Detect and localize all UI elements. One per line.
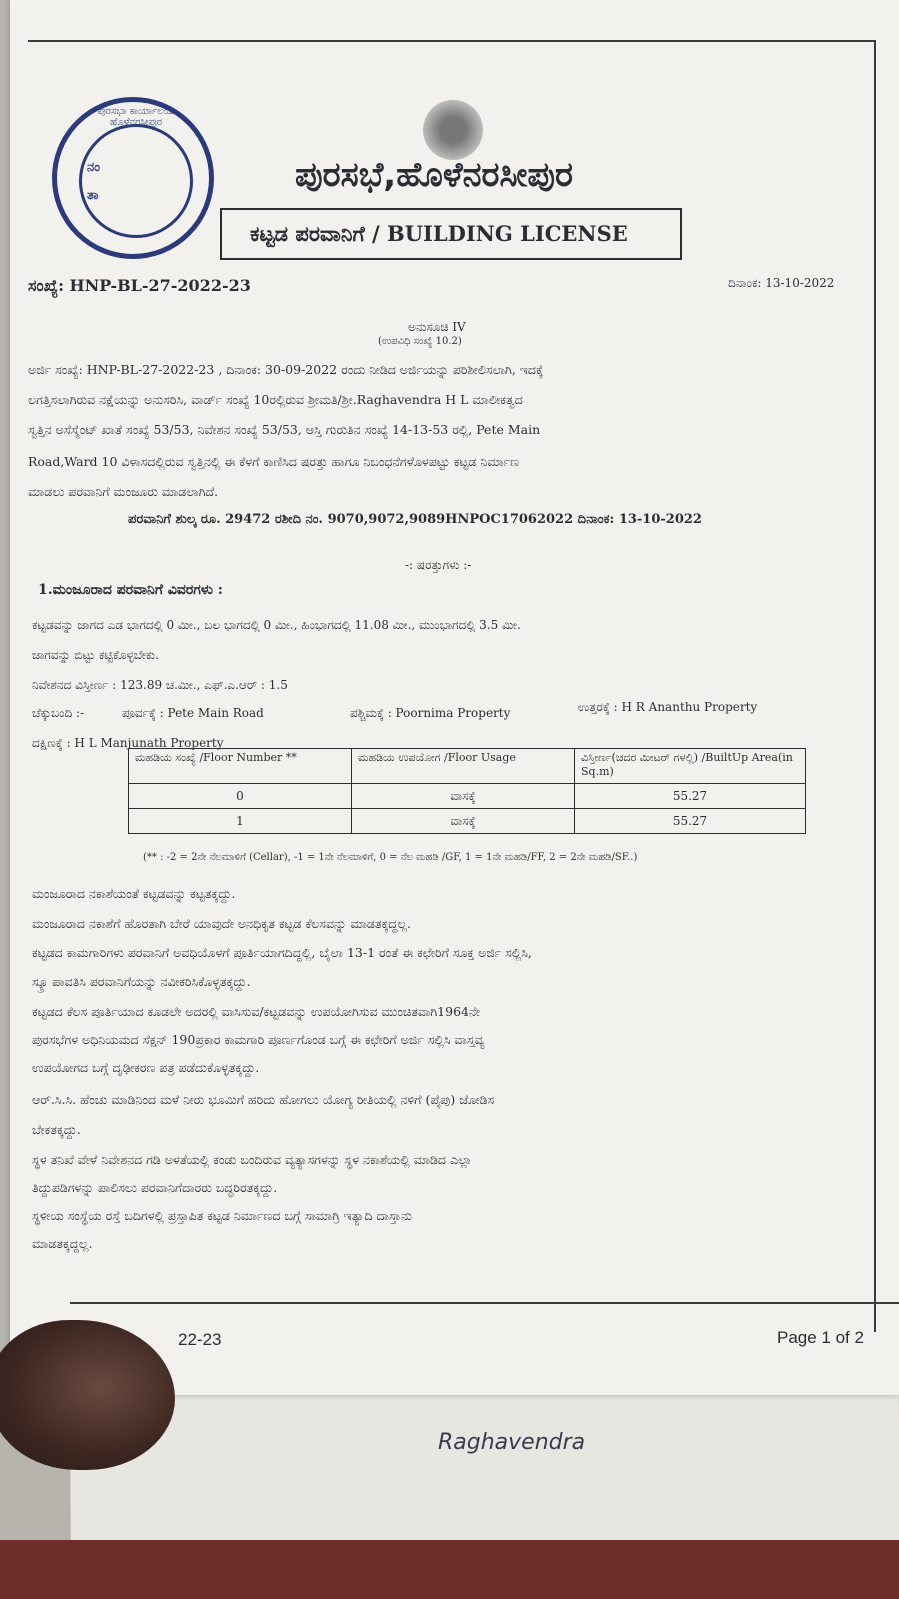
reference-number: ಸಂಖ್ಯೆ: HNP-BL-27-2022-23: [28, 276, 251, 295]
condition-line: ಪುರಸಭೆಗಳ ಅಧಿನಿಯಮದ ಸೆಕ್ಷನ್ 190ಪ್ರಕಾರ ಕಾಮಗಾರಿ ಪೂರ್ಣಗೊಂಡ ಬಗ್ಗೆ ಈ ಕಛೇರಿಗೆ ಅರ್ಜಿ ಸಲ್ಲಿಸಿ ವಾಸ್ತವ್ಯ: [32, 1032, 485, 1047]
table-footnote: (** : -2 = 2ನೇ ನೆಲಮಾಳಿಗೆ (Cellar), -1 = 1ನೇ ನೆಲಮಾಳಿಗೆ, 0 = ನೆಲ ಮಹಡಿ /GF, 1 = 1ನೇ ಮಹಡಿ/FF, 2 = 2ನೇ ಮಹಡಿ/SF..): [143, 852, 638, 863]
condition-line: ಉಪಯೋಗದ ಬಗ್ಗೆ ದೃಢೀಕರಣ ಪತ್ರ ಪಡೆದುಕೊಳ್ಳತಕ್ಕದ್ದು.: [32, 1060, 260, 1075]
boundary-east: ಪೂರ್ವಕ್ಕೆ : Pete Main Road: [122, 706, 264, 720]
condition-line: ಸ್ಕ್ರೂ ಪಾವತಿಸಿ ಪರವಾನಿಗೆಯನ್ನು ನವೀಕರಿಸಿಕೊಳ್ಳತಕ್ಕದ್ದು.: [32, 974, 251, 989]
section-title: 1.ಮಂಜೂರಾದ ಪರವಾನಿಗೆ ವಿವರಗಳು :: [38, 582, 223, 598]
condition-line: ಮಂಜೂರಾದ ನಕಾಶೆಯಂತೆ ಕಟ್ಟಡವನ್ನು ಕಟ್ಟತಕ್ಕದ್ದು.: [32, 886, 236, 901]
condition-line: ಕಟ್ಟಡದ ಕಾಮಗಾರಿಗಳು ಪರವಾನಿಗೆ ಅವಧಿಯೊಳಗೆ ಪೂರ್ತಿಯಾಗದಿದ್ದಲ್ಲಿ, ಬೈಲಾ 13-1 ರಂತೆ ಈ ಕಛೇರಿಗೆ ಸೂಕ್ತ ಅರ್ಜಿ ಸಲ್ಲಿಸಿ,: [32, 945, 532, 960]
built-up-area: 55.27: [575, 809, 806, 834]
table-header-cell: ಮಹಡಿಯ ಸಂಖ್ಯೆ /Floor Number **: [129, 749, 352, 784]
boundary-south: ದಕ್ಷಿಣಕ್ಕೆ : H L Manjunath Property: [32, 736, 224, 750]
state-emblem-icon: [423, 100, 483, 160]
conditions-heading: -: ಷರತ್ತುಗಳು :-: [405, 558, 472, 572]
fee-line: ಪರವಾನಿಗೆ ಶುಲ್ಕ ರೂ. 29472 ರಶೀದಿ ನಂ. 9070,9072,9089HNPOC17062022 ದಿನಾಂಕ: 13-10-2022: [128, 512, 702, 527]
license-page: [10, 0, 899, 1395]
issue-date: ದಿನಾಂಕ: 13-10-2022: [728, 276, 835, 290]
annexure-title: ಅನುಸೂಚಿ IV: [408, 320, 466, 334]
table-header-row: [129, 749, 806, 784]
floor-usage: ವಾಸಕ್ಕೆ: [352, 809, 575, 834]
condition-line: ಸ್ಥಳ ತನಿಖೆ ವೇಳೆ ನಿವೇಶನದ ಗಡಿ ಅಳತೆಯಲ್ಲಿ ಕಂಡು ಬಂದಿರುವ ವ್ಯತ್ಯಾಸಗಳನ್ನು ಸ್ಥಳ ನಕಾಶೆಯಲ್ಲಿ ಮಾಡಿದ ಎಲ್ಲಾ: [32, 1152, 472, 1167]
office-seal-icon: [52, 97, 214, 259]
footer-rule: [70, 1302, 899, 1304]
seal-date: ತಾ: [87, 188, 99, 203]
intro-line: ಲಗತ್ತಿಸಲಾಗಿರುವ ನಕ್ಷೆಯನ್ನು ಅನುಸರಿಸಿ, ವಾರ್ಡ್ ಸಂಖ್ಯೆ 10ರಲ್ಲಿರುವ ಶ್ರೀಮತಿ/ಶ್ರೀ.Raghavendra H L ಮಾಲೀಕತ್ವದ: [28, 392, 523, 407]
plot-area: ನಿವೇಶನದ ವಿಸ್ತೀರ್ಣ : 123.89 ಚ.ಮೀ., ಎಫ್.ಎ.ಆರ್ : 1.5: [32, 678, 288, 692]
table-row: [129, 784, 806, 809]
intro-line: ಸ್ವತ್ತಿನ ಅಸೆಸ್ಮೆಂಟ್ ಖಾತೆ ಸಂಖ್ಯೆ 53/53, ನಿವೇಶನ ಸಂಖ್ಯೆ 53/53, ಆಸ್ತಿ ಗುರುತಿನ ಸಂಖ್ಯೆ 14-13-53 ರಲ್ಲಿ, Pete Main: [28, 422, 541, 437]
floor-table: [128, 748, 806, 834]
table-header-cell: ವಿಸ್ತೀರ್ಣ(ಚದರ ಮೀಟರ್ ಗಳಲ್ಲಿ) /BuiltUp Area(in Sq.m): [575, 749, 806, 784]
table-surface: [0, 1540, 899, 1599]
table-header-cell: ಮಹಡಿಯ ಉಪಯೋಗ /Floor Usage: [352, 749, 575, 784]
floor-number: 1: [129, 809, 352, 834]
annexure-subtitle: (ಉಪವಿಧಿ ಸಂಖ್ಯೆ 10.2): [378, 336, 462, 347]
intro-line: ಮಾಡಲು ಪರವಾನಿಗೆ ಮಂಜೂರು ಮಾಡಲಾಗಿದೆ.: [28, 484, 219, 499]
condition-line: ಮಂಜೂರಾದ ನಕಾಶೆಗೆ ಹೊರತಾಗಿ ಬೇರೆ ಯಾವುದೇ ಅನಧಿಕೃತ ಕಟ್ಟಡ ಕೆಲಸವನ್ನು ಮಾಡತಕ್ಕದ್ದಲ್ಲ.: [32, 916, 412, 931]
signature: Raghavendra: [438, 1430, 586, 1455]
boundary-north: ಉತ್ತರಕ್ಕೆ : H R Ananthu Property: [578, 700, 758, 714]
condition-line: ಆರ್.ಸಿ.ಸಿ. ಹೆಂಚು ಮಾಡಿನಿಂದ ಮಳೆ ನೀರು ಭೂಮಿಗೆ ಹರಿದು ಹೋಗಲು ಯೋಗ್ಯ ರೀತಿಯಲ್ಲಿ ನಳಿಗೆ (ಪೈಪು) ಜೋಡಿಸ: [32, 1092, 495, 1107]
condition-line: ತಿದ್ದುಪಡಿಗಳನ್ನು ಪಾಲಿಸಲು ಪರವಾನಿಗೆದಾರರು ಬದ್ಧರಿರತಕ್ಕದ್ದು.: [32, 1180, 278, 1195]
condition-line: ಮಾಡತಕ್ಕದ್ದಲ್ಲ.: [32, 1236, 93, 1251]
municipality-title: ಪುರಸಭೆ,ಹೊಳೆನರಸೀಪುರ: [295, 155, 574, 195]
boundary-label: ಚೆಕ್ಕುಬಂದಿ :-: [32, 706, 85, 720]
floor-number: 0: [129, 784, 352, 809]
floor-usage: ವಾಸಕ್ಕೆ: [352, 784, 575, 809]
boundary-west: ಪಶ್ಚಿಮಕ್ಕೆ : Poornima Property: [350, 706, 511, 720]
condition-line: ಬೇಕತಕ್ಕದ್ದು.: [32, 1122, 81, 1137]
built-up-area: 55.27: [575, 784, 806, 809]
license-title: ಕಟ್ಟಡ ಪರವಾನಿಗೆ / BUILDING LICENSE: [220, 208, 682, 260]
condition-line: ಕಟ್ಟಡದ ಕೆಲಸ ಪೂರ್ತಿಯಾದ ಕೂಡಲೇ ಅದರಲ್ಲಿ ವಾಸಿಸುವ/ಕಟ್ಟಡವನ್ನು ಉಪಯೋಗಿಸುವ ಮುಂಚಿತವಾಗಿ1964ನೇ: [32, 1004, 481, 1019]
seal-text: ಪುರಸಭಾ ಕಾರ್ಯಾಲಯ ಹೊಳೆನರಸೀಪುರ: [97, 106, 175, 128]
page-number: Page 1 of 2: [777, 1328, 864, 1347]
intro-line: ಅರ್ಜಿ ಸಂಖ್ಯೆ: HNP-BL-27-2022-23 , ದಿನಾಂಕ: 30-09-2022 ರಂದು ನೀಡಿದ ಅರ್ಜಿಯನ್ನು ಪರಿಶೀಲಿಸಲಾಗಿ, ಇದಕ್ಕೆ: [28, 362, 544, 377]
seal-no: ನಂ: [87, 160, 100, 175]
setback-line: ಜಾಗವನ್ನು ಬಿಟ್ಟು ಕಟ್ಟಿಕೊಳ್ಳಬೇಕು.: [32, 648, 159, 662]
setback-line: ಕಟ್ಟಡವನ್ನು ಜಾಗದ ಎಡ ಭಾಗದಲ್ಲಿ 0 ಮೀ., ಬಲ ಭಾಗದಲ್ಲಿ 0 ಮೀ., ಹಿಂಭಾಗದಲ್ಲಿ 11.08 ಮೀ., ಮುಂಭಾಗದಲ್ಲಿ 3.5 ಮೀ.: [32, 618, 521, 632]
table-row: [129, 809, 806, 834]
footer-ref: 22-23: [178, 1330, 222, 1349]
intro-line: Road,Ward 10 ವಿಳಾಸದಲ್ಲಿರುವ ಸ್ವತ್ತಿನಲ್ಲಿ ಈ ಕೆಳಗೆ ಕಾಣಿಸಿದ ಷರತ್ತು ಹಾಗೂ ನಿಬಂಧನೆಗಳೊಳಪಟ್ಟು ಕಟ್ಟಡ ನಿರ್ಮಾಣ: [28, 454, 519, 469]
condition-line: ಸ್ಥಳೀಯ ಸಂಸ್ಥೆಯ ರಸ್ತೆ ಬದಿಗಳಲ್ಲಿ ಪ್ರಸ್ತಾಪಿತ ಕಟ್ಟಡ ನಿರ್ಮಾಣದ ಬಗ್ಗೆ ಸಾಮಾಗ್ರಿ ಇತ್ಯಾದಿ ದಾಸ್ತಾನು: [32, 1208, 413, 1223]
